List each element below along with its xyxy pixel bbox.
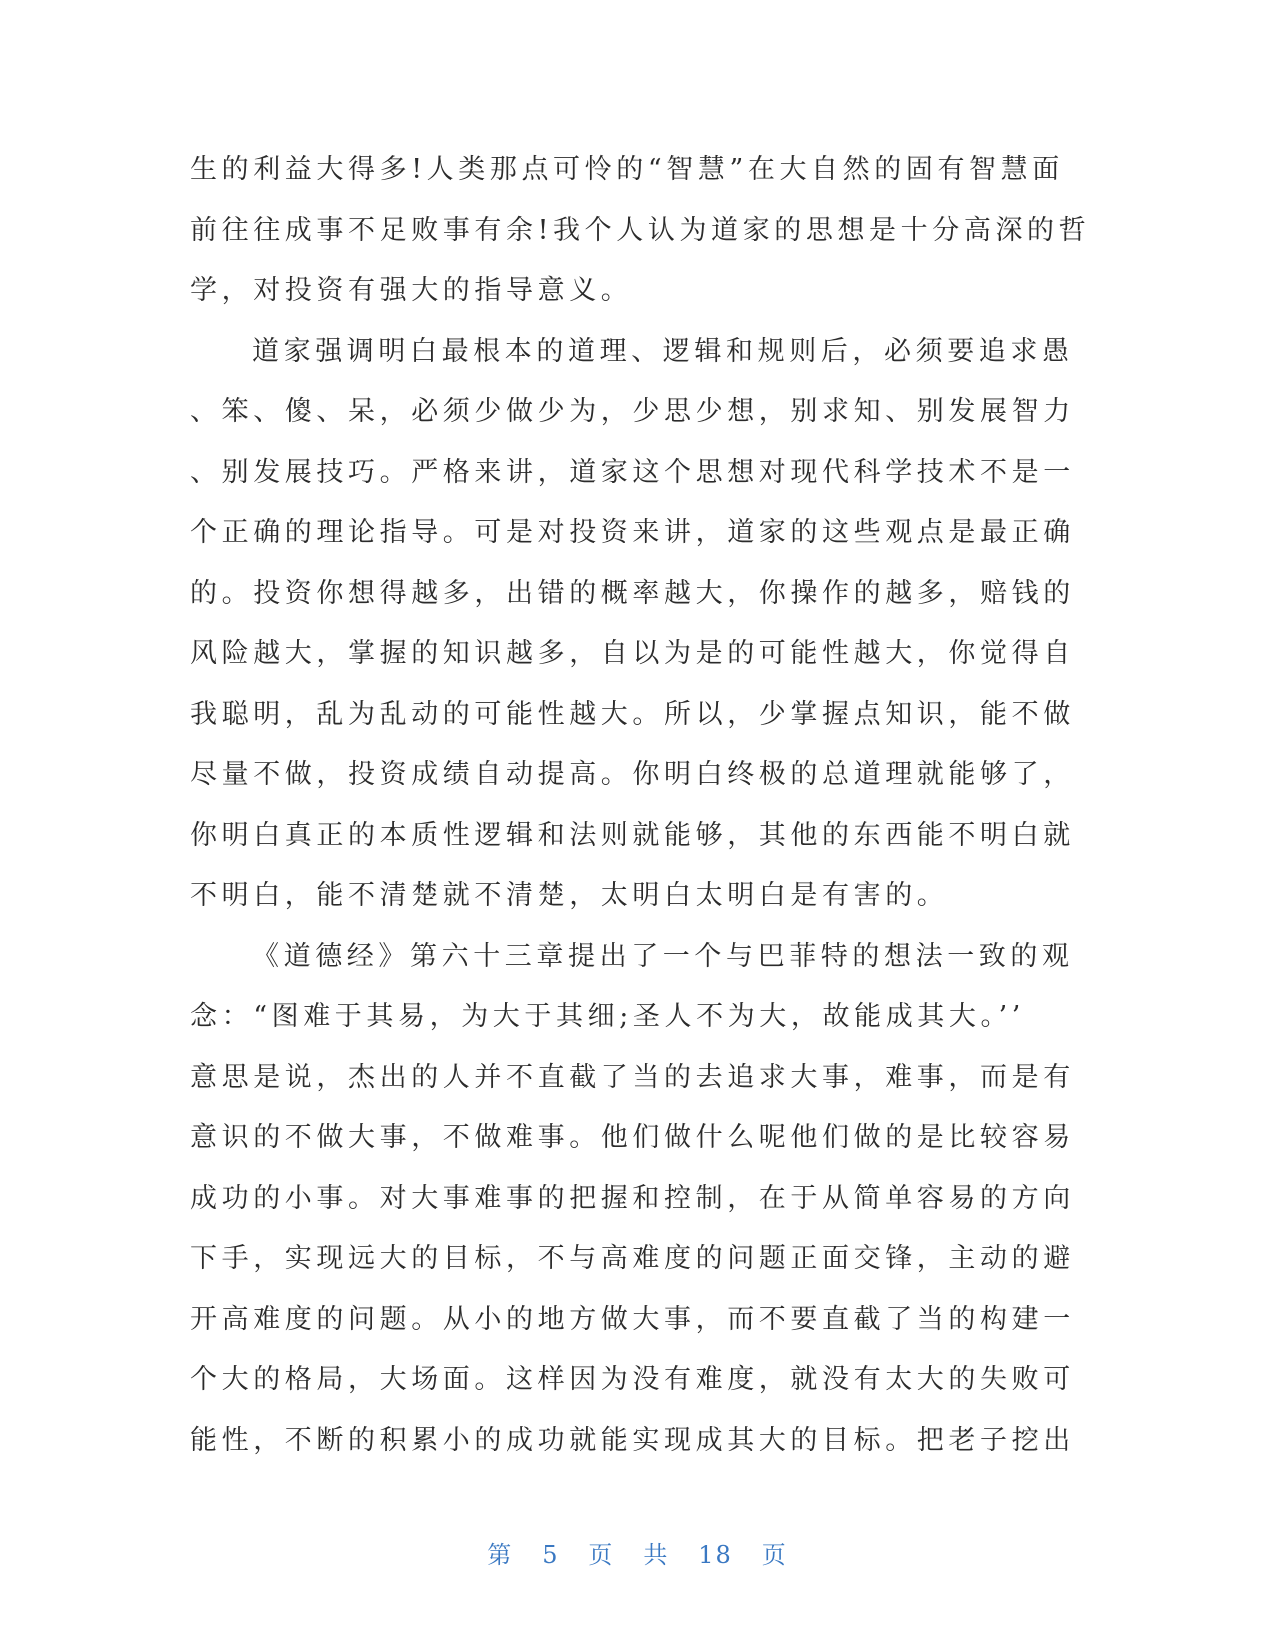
text-line: 个正确的理论指导。可是对投资来讲，道家的这些观点是最正确 <box>190 517 1075 548</box>
footer-label-total: 共 <box>643 1541 670 1569</box>
document-body <box>190 140 1091 1471</box>
text-line: 成功的小事。对大事难事的把握和控制，在于从简单容易的方向 <box>190 1182 1075 1214</box>
text-line: 意思是说，杰出的人并不直截了当的去追求大事，难事，而是有 <box>190 1061 1075 1093</box>
text-line: 学，对投资有强大的指导意义。 <box>190 275 633 306</box>
text-line: 前往往成事不足败事有余!我个人认为道家的思想是十分高深的哲 <box>190 214 1091 246</box>
text-line: 能性，不断的积累小的成功就能实现成其大的目标。把老子挖出 <box>190 1424 1075 1456</box>
text-line: 你明白真正的本质性逻辑和法则就能够，其他的东西能不明白就 <box>190 819 1075 851</box>
text-line: 意识的不做大事，不做难事。他们做什么呢他们做的是比较容易 <box>190 1122 1075 1153</box>
text-line: 道家强调明白最根本的道理、逻辑和规则后，必须要追求愚 <box>252 335 1074 367</box>
footer-current-page: 5 <box>542 1541 560 1569</box>
page-footer <box>0 1535 1275 1570</box>
text-line: 、别发展技巧。严格来讲，道家这个思想对现代科学技术不是一 <box>190 456 1075 488</box>
text-line: 生的利益大得多!人类那点可怜的“智慧”在大自然的固有智慧面 <box>190 154 1064 185</box>
text-line: 的。投资你想得越多，出错的概率越大，你操作的越多，赔钱的 <box>190 577 1075 609</box>
paragraph-2 <box>190 322 1075 927</box>
text-line: 个大的格局，大场面。这样因为没有难度，就没有太大的失败可 <box>190 1364 1075 1395</box>
paragraph-1 <box>190 140 1091 322</box>
text-line: 开高难度的问题。从小的地方做大事，而不要直截了当的构建一 <box>190 1303 1075 1335</box>
text-line: 《道德经》第六十三章提出了一个与巴菲特的想法一致的观 <box>252 940 1074 972</box>
text-line: 、笨、傻、呆，必须少做少为，少思少想，别求知、别发展智力 <box>190 396 1075 427</box>
footer-label-page-unit: 页 <box>588 1541 615 1569</box>
text-line: 我聪明，乱为乱动的可能性越大。所以，少掌握点知识，能不做 <box>190 698 1075 730</box>
footer-total-pages: 18 <box>698 1541 733 1569</box>
footer-label-total-unit: 页 <box>761 1541 788 1569</box>
paragraph-3 <box>190 927 1075 1472</box>
text-line: 下手，实现远大的目标，不与高难度的问题正面交锋，主动的避 <box>190 1243 1075 1274</box>
text-line: 不明白，能不清楚就不清楚，太明白太明白是有害的。 <box>190 880 949 911</box>
footer-label-page: 第 <box>487 1541 514 1569</box>
text-line: 念：“图难于其易，为大于其细;圣人不为大，故能成其大。’’ <box>190 1001 1025 1032</box>
text-line: 风险越大，掌握的知识越多，自以为是的可能性越大，你觉得自 <box>190 638 1075 669</box>
text-line: 尽量不做，投资成绩自动提高。你明白终极的总道理就能够了， <box>190 759 1075 790</box>
